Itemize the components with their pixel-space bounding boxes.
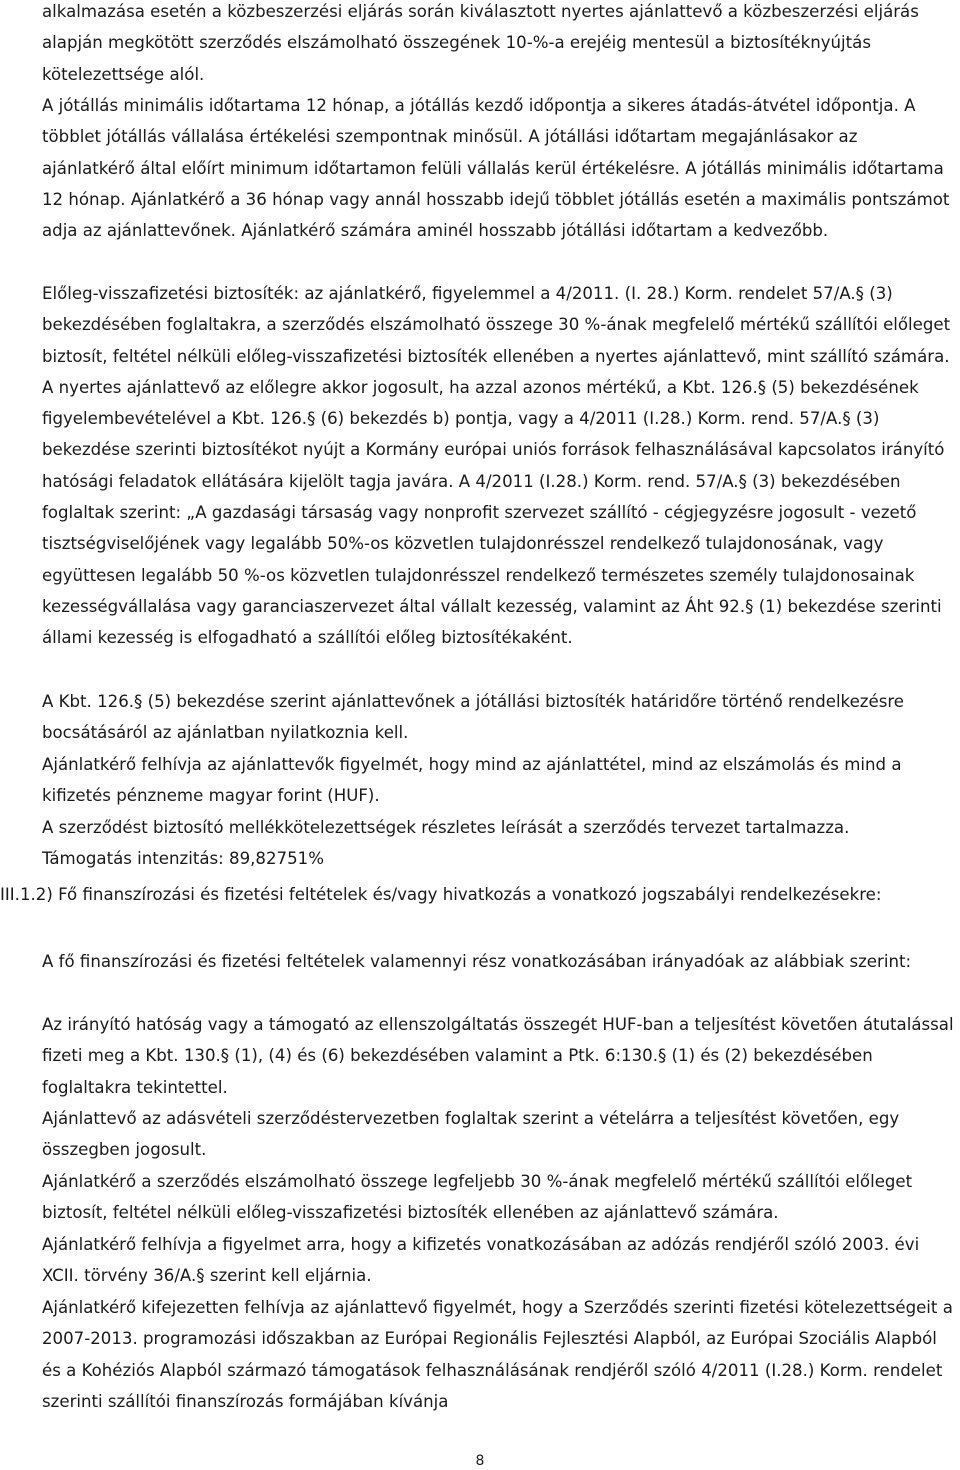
paragraph-warranty-period: A jótállás minimális időtartama 12 hónap, a jótállás kezdő időpontja a sikeres átadás-átvétel időpontja. A többlet jótállás vállalása értékelési szempontnak minősül. A jótállási időtartam megajánlásakor az ajánlatkérő által előírt minimum időtartamon felüli vállalás kerül értékelésre. A jótállás minimális időtartama 12 hónap. Ajánlatkérő a 36 hónap vagy annál hosszabb idejű többlet jótállás esetén a maximális pontszámot adja az ajánlattevőnek. Ajánlatkérő számára aminél hosszabb jótállási időtartam a kedvezőbb. <box>42 96 950 241</box>
paragraph-advance-repayment-guarantee: Előleg-visszafizetési biztosíték: az ajánlatkérő, figyelemmel a 4/2011. (I. 28.) Korm. rendelet 57/A.§ (3) bekezdésében foglaltakra, a szerződés elszámolható összege 30 %-ának megfelelő mértékű szállítói előleget biztosít, feltétel nélküli előleg-visszafizetési biztosíték ellenében a nyertes ajánlattevő, mint szállító számára. A nyertes ajánlattevő az előlegre akkor jogosult, ha azzal azonos mértékű, a Kbt. 126.§ (5) bekezdésének figyelembevételével a Kbt. 126.§ (6) bekezdés b) pontja, vagy a 4/2011 (I.28.) Korm. rend. 57/A.§ (3) bekezdése szerinti biztosítékot nyújt a Kormány európai uniós források felhasználásával kapcsolatos irányító hatósági feladatok ellátására kijelölt tagja javára. A 4/2011 (I.28.) Korm. rend. 57/A.§ (3) bekezdésében foglaltak szerint: „A gazdasági társaság vagy nonprofit szervezet szállító - cégjegyzésre jogosult - vezető tisztségviselőjének vagy legalább 50%-os közvetlen tulajdonrésszel rendelkező tulajdonosának, vagy együttesen legalább 50 %-os közvetlen tulajdonrésszel rendelkező természetes személy tulajdonosainak kezességvállalása vagy garanciaszervezet által vállalt kezesség, valamint az Áht 92.§ (1) bekezdése szerinti állami kezesség is elfogadható a szállítói előleg biztosítékaként. <box>42 284 951 648</box>
paragraph-purchase-price: Ajánlattevő az adásvételi szerződéstervezetben foglaltak szerint a vételárra a teljesítést követően, egy összegben jogosult. <box>42 1109 900 1160</box>
page-number: 8 <box>475 1453 485 1469</box>
paragraph-support-intensity: Támogatás intenzitás: 89,82751% <box>42 849 324 868</box>
paragraph-currency: Ajánlatkérő felhívja az ajánlattevők figyelmét, hogy mind az ajánlattétel, mind az elszámolás és mind a kifizetés pénzneme magyar forint (HUF). <box>42 755 902 806</box>
paragraph-guarantee-exemption: alkalmazása esetén a közbeszerzési eljárás során kiválasztott nyertes ajánlattevő a közbeszerzési eljárás alapján megkötött szerződés elszámolható összegének 10-%-a erejéig mentesül a biztosítéknyújtás kötelezettsége alól. <box>42 2 919 84</box>
paragraph-ancillary-obligations: A szerződést biztosító mellékkötelezettségek részletes leírását a szerződés tervezet tartalmazza. <box>42 818 850 837</box>
paragraph-financing-intro: A fő finanszírozási és fizetési feltételek valamennyi rész vonatkozásában irányadóak az alábbiak szerint: <box>42 952 912 971</box>
paragraph-payment-transfer: Az irányító hatóság vagy a támogató az ellenszolgáltatás összegét HUF-ban a teljesítést követően átutalással fizeti meg a Kbt. 130.§ (1), (4) és (6) bekezdésében valamint a Ptk. 6:130.§ (1) és (2) bekezdésében foglaltakra tekintettel. <box>42 1015 954 1097</box>
section-heading-financing-conditions: III.1.2) Fő finanszírozási és fizetési feltételek és/vagy hivatkozás a vonatkozó jogszabályi rendelkezésekre: <box>0 885 882 904</box>
paragraph-tax-procedure: Ajánlatkérő felhívja a figyelmet arra, hogy a kifizetés vonatkozásában az adózás rendjéről szóló 2003. évi XCII. törvény 36/A.§ szerint kell eljárnia. <box>42 1235 920 1286</box>
paragraph-supplier-financing: Ajánlatkérő kifejezetten felhívja az ajánlattevő figyelmét, hogy a Szerződés szerinti fizetési kötelezettségeit a 2007-2013. programozási időszakban az Európai Regionális Fejlesztési Alapból, az Európai Szociális Alapból és a Kohéziós Alapból származó támogatások felhasználásának rendjéről szóló 4/2011 (I.28.) Korm. rendelet szerinti szállítói finanszírozás formájában kívánja <box>42 1298 953 1411</box>
paragraph-supplier-advance: Ajánlatkérő a szerződés elszámolható összege legfeljebb 30 %-ának megfelelő mértékű szállítói előleget biztosít, feltétel nélküli előleg-visszafizetési biztosíték ellenében az ajánlattevő számára. <box>42 1172 913 1223</box>
paragraph-warranty-guarantee-deadline: A Kbt. 126.§ (5) bekezdése szerint ajánlattevőnek a jótállási biztosíték határidőre történő rendelkezésre bocsátásáról az ajánlatban nyilatkoznia kell. <box>42 692 905 743</box>
